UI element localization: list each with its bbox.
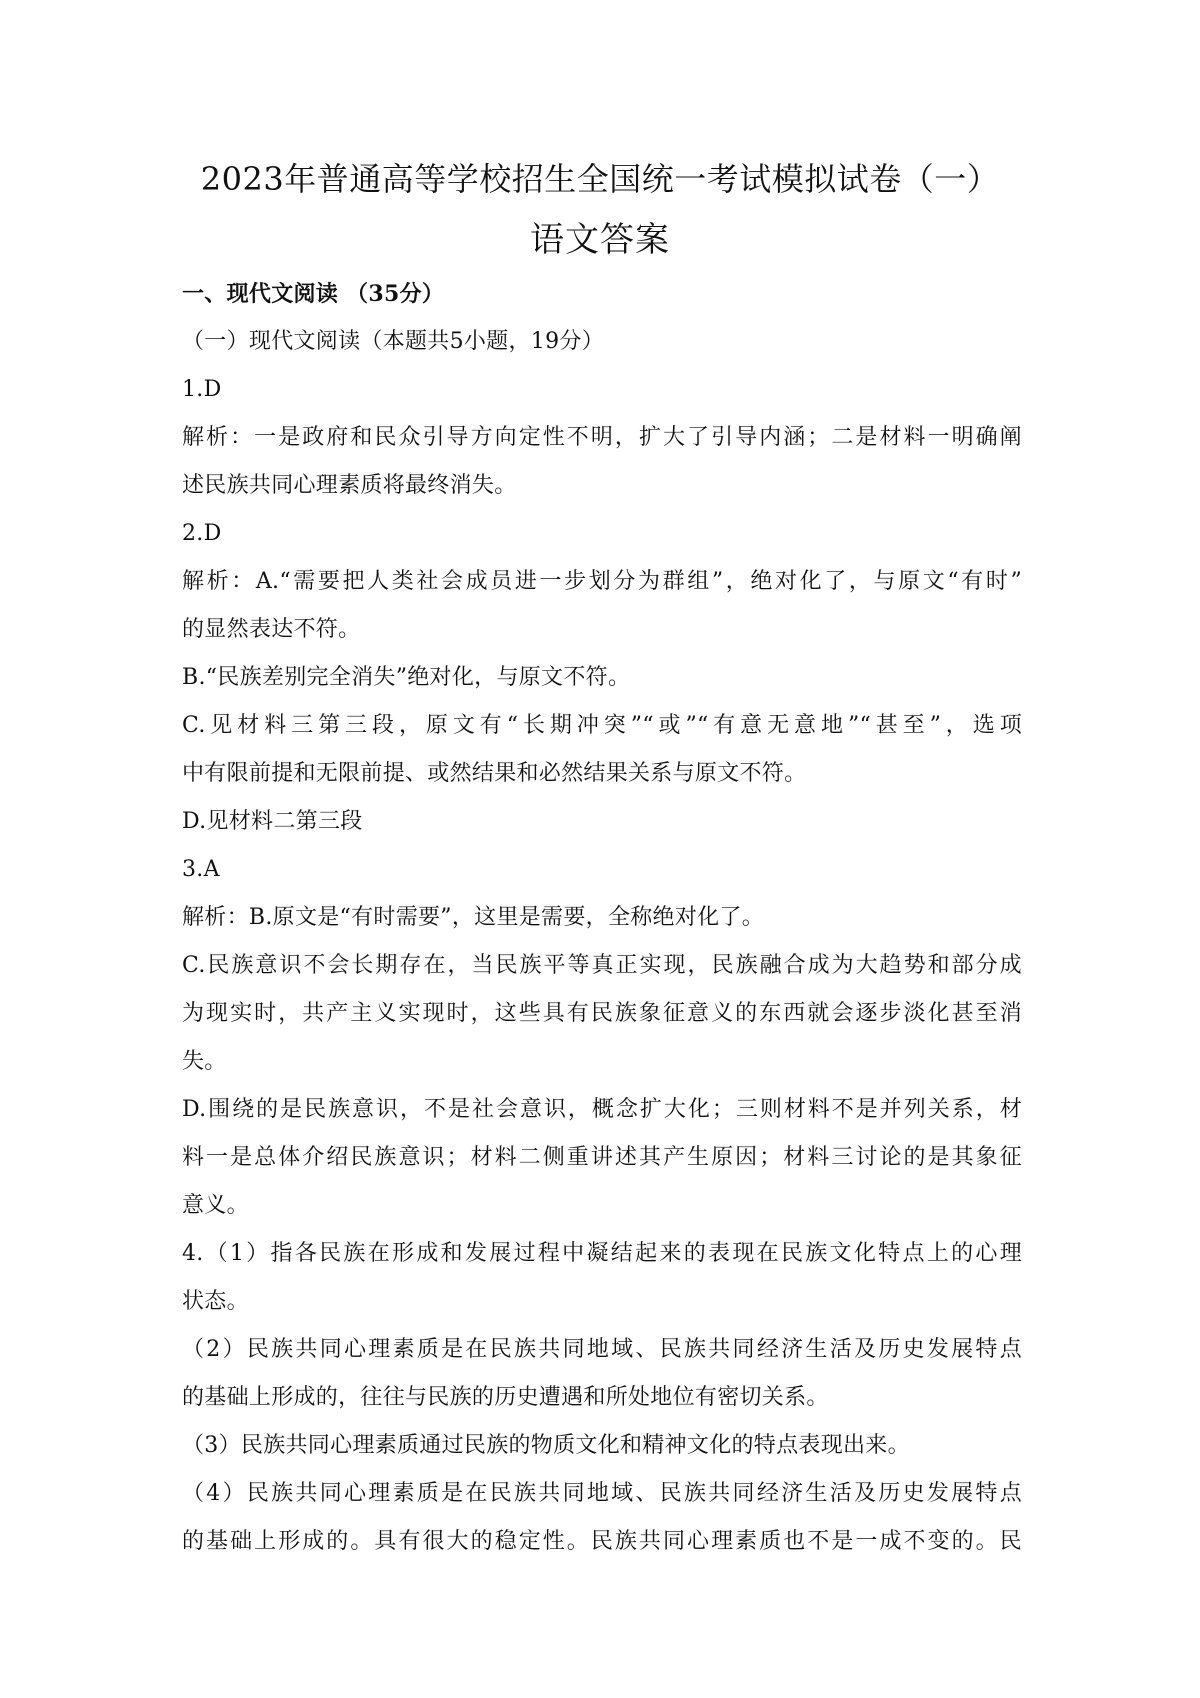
text-line: （3）民族共同心理素质通过民族的物质文化和精神文化的特点表现出来。 [182,1433,910,1458]
document-subtitle: 语文答案 [530,220,670,260]
answer-body [182,270,1022,1566]
text-line: 解析：一是政府和民众引导方向定性不明，扩大了引导内涵；二是材料一明确阐 [182,425,1022,450]
section-heading: 一、现代文阅读 （35分） [182,281,445,307]
text-line: （一）现代文阅读（本题共5小题，19分） [182,329,604,354]
text-line: 为现实时，共产主义实现时，这些具有民族象征意义的东西就会逐步淡化甚至消 [182,1001,1022,1026]
text-line: 意义。 [182,1193,249,1218]
text-line: 料一是总体介绍民族意识；材料二侧重讲述其产生原因；材料三讨论的是其象征 [182,1145,1022,1170]
text-line: 的显然表达不符。 [182,617,361,642]
text-line: 1.D [182,377,222,402]
text-line: 中有限前提和无限前提、或然结果和必然结果关系与原文不符。 [182,761,807,786]
text-line: 4.（1）指各民族在形成和发展过程中凝结起来的表现在民族文化特点上的心理 [182,1241,1022,1266]
text-line: 解析：B.原文是“有时需要”，这里是需要，全称绝对化了。 [182,905,765,930]
document-title: 2023年普通高等学校招生全国统一考试模拟试卷（一） [200,160,1000,198]
text-line: （4）民族共同心理素质是在民族共同地域、民族共同经济生活及历史发展特点 [182,1481,1022,1506]
text-line: 状态。 [182,1289,249,1314]
text-line: 失。 [182,1049,227,1074]
text-line: C.民族意识不会长期存在，当民族平等真正实现，民族融合成为大趋势和部分成 [182,953,1022,978]
text-line: C.见材料三第三段，原文有“长期冲突”“或”“有意无意地”“甚至”，选项 [182,713,1022,738]
text-line: 3.A [182,857,220,882]
text-line: 的基础上形成的，往往与民族的历史遭遇和所处地位有密切关系。 [182,1385,829,1410]
text-line: D.围绕的是民族意识，不是社会意识，概念扩大化；三则材料不是并列关系，材 [182,1097,1022,1122]
text-line: 述民族共同心理素质将最终消失。 [182,473,517,498]
text-line: D.见材料二第三段 [182,809,363,834]
text-line: 的基础上形成的。具有很大的稳定性。民族共同心理素质也不是一成不变的。民 [182,1529,1022,1554]
text-line: B.“民族差别完全消失”绝对化，与原文不符。 [182,665,631,690]
text-line: 解析：A.“需要把人类社会成员进一步划分为群组”，绝对化了，与原文“有时” [182,569,1022,594]
text-line: 2.D [182,521,222,546]
text-line: （2）民族共同心理素质是在民族共同地域、民族共同经济生活及历史发展特点 [182,1337,1022,1362]
